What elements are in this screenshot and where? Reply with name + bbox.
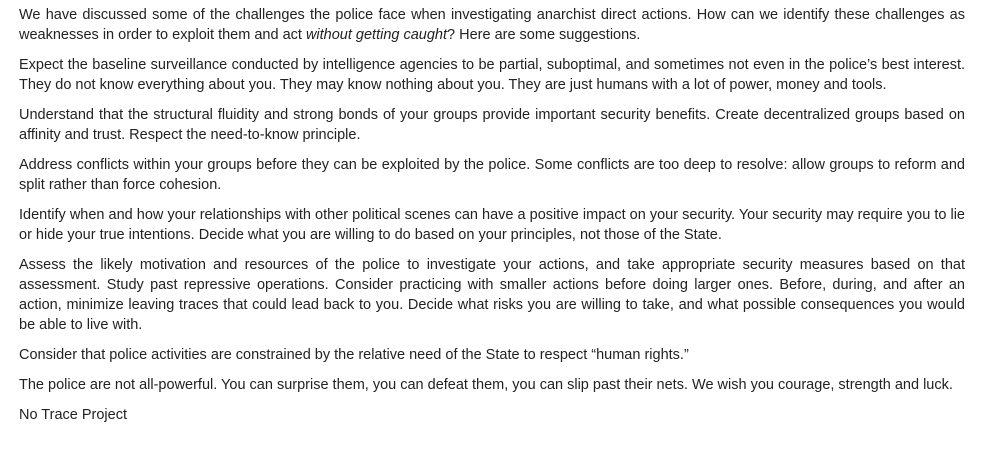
paragraph-group-structure: Understand that the structural fluidity and strong bonds of your groups provide important security benefits. Create decentralized groups based on affinity and trust. Respect the need-to-know principle. (19, 107, 965, 143)
paragraph-political-scenes: Identify when and how your relationships with other political scenes can have a positive impact on your security. Your security may require you to lie or hide your true intentions. Decide what you are willing to do based on your principles, not those of the State. (19, 207, 965, 243)
paragraph-assess-police: Assess the likely motivation and resources of the police to investigate your actions, and take appropriate security measures based on that assessment. Study past repressive operations. Consider practicing with smaller actions before doing larger ones. Before, during, and after an action, minimize leaving traces that could lead back to you. Decide what risks you are willing to take, and what possible consequences you would be able to live with. (19, 257, 965, 333)
paragraph-group-conflicts: Address conflicts within your groups before they can be exploited by the police. Some conflicts are too deep to resolve: allow groups to reform and split rather than force cohesion. (19, 157, 965, 193)
intro-text-start: We have discussed some of the challenges the police face when investigating anarchist direct actions. How can we identify these challenges as weaknesses in order to exploit them and act (19, 7, 965, 43)
paragraph-human-rights: Consider that police activities are constrained by the relative need of the State to respect “human rights.” (19, 347, 689, 363)
article-body (19, 5, 965, 435)
intro-paragraph (19, 5, 965, 45)
paragraph-baseline-surveillance: Expect the baseline surveillance conducted by intelligence agencies to be partial, suboptimal, and sometimes not even in the police’s best interest. They do not know everything about you. They may know nothing about you. They are just humans with a lot of power, money and tools. (19, 57, 965, 93)
signature: No Trace Project (19, 407, 127, 423)
paragraph-closing: The police are not all-powerful. You can surprise them, you can defeat them, you can slip past their nets. We wish you courage, strength and luck. (19, 377, 953, 393)
intro-text-end: ? Here are some suggestions. (447, 27, 641, 43)
intro-emphasis: without getting caught (305, 27, 448, 43)
